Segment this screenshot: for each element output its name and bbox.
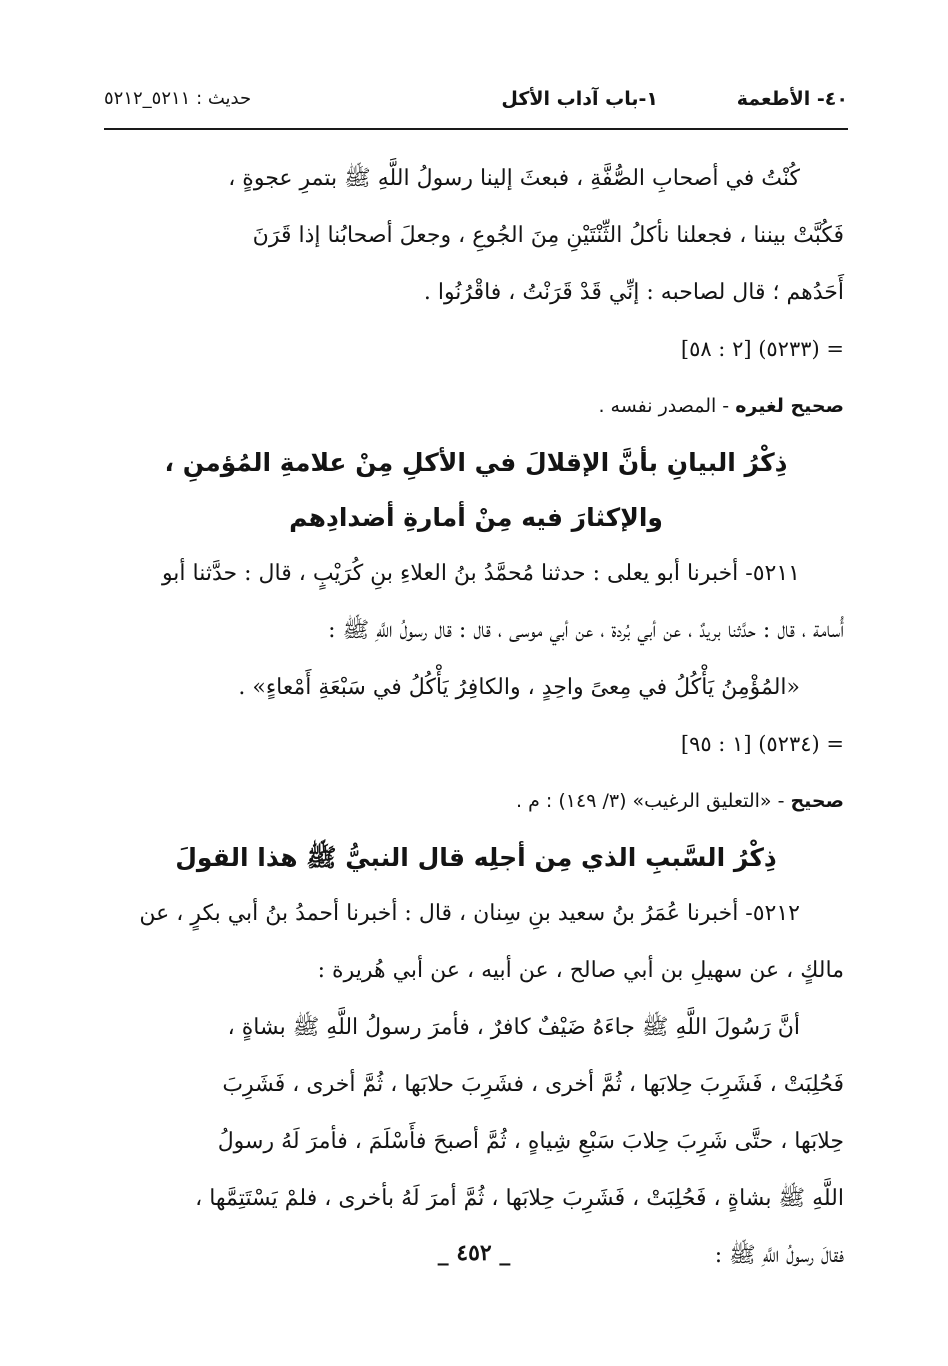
section-heading: ذِكْرُ البيانِ بأنَّ الإقلالَ في الأكلِ مِنْ علامةِ المُؤمنِ ، <box>164 448 788 477</box>
text-line: أنَّ رَسُولَ اللَّهِ ﷺ جاءَهُ ضَيْفٌ كافرٌ ، فأمرَ رسولُ اللَّهِ ﷺ بشاةٍ ، <box>227 1015 800 1040</box>
grade-source: - المصدر نفسه . <box>598 395 736 417</box>
text-line: فقالَ رسولُ اللَّهِ ﷺ : <box>714 1243 844 1268</box>
text-line: أُسامة ، قال : حدَّثنا بريدٌ ، عن أبي بُردة ، عن أبي موسى ، قال : قال رسولُ اللَّهِ ﷺ : <box>328 618 844 643</box>
text-line: ٥٢١٢- أخبرنا عُمَرُ بنُ سعيد بنِ سِنان ، قال : أخبرنا أحمدُ بنُ أبي بكرٍ ، عن <box>139 901 800 926</box>
page-number: _ ٤٥٢ _ <box>437 1240 511 1266</box>
reference-number: = (٥٢٣٤) [١ : ٩٥] <box>680 732 844 756</box>
text-line: كُنْتُ في أصحابِ الصُّفَّةِ ، فبعثَ إلينا رسولُ اللَّهِ ﷺ بتمرِ عجوةٍ ، <box>228 166 800 191</box>
page-body <box>108 150 844 1284</box>
running-header <box>104 88 848 122</box>
text-line: حِلابَها ، حتَّى شَرِبَ حِلابَ سَبْعِ شِياهٍ ، ثُمَّ أصبحَ فأَسْلَمَ ، فأمرَ لَهُ رسولُ <box>217 1129 844 1154</box>
section-heading: والإكثارَ فيه مِنْ أمارةِ أضدادِهم <box>289 503 663 532</box>
reference-number: = (٥٢٣٣) [٢ : ٥٨] <box>680 337 844 361</box>
chapter-title: ٤٠- الأطعمة <box>736 88 848 110</box>
hadith-range: حديث : ٥٢١١_٥٢١٢ <box>104 88 252 109</box>
section-title: ١-باب آداب الأكل <box>501 88 658 110</box>
text-line: ٥٢١١- أخبرنا أبو يعلى : حدثنا مُحمَّدُ بنُ العلاءِ بنِ كُرَيْبٍ ، قال : حدَّثنا أبو <box>161 561 800 586</box>
hadith-grade <box>108 773 844 830</box>
section-heading: ذِكْرُ السَّببِ الذي مِن أجلِه قال النبيُّ ﷺ هذا القولَ <box>175 843 777 872</box>
grade-source: - «التعليق الرغيب» (٣/ ١٤٩) : م . <box>516 790 791 812</box>
hadith-grade <box>108 378 844 435</box>
text-line: مالكٍ ، عن سهيلِ بن أبي صالح ، عن أبيه ، عن أبي هُريرة : <box>317 958 844 983</box>
text-line: فَكُبَّتْ بيننا ، فجعلنا نأكلُ الثِّنْتَيْنِ مِنَ الجُوعِ ، وجعلَ أصحابُنا إذا قَرَنَ <box>252 223 844 248</box>
header-divider <box>104 128 848 130</box>
text-line: أَحَدُهم ؛ قال لصاحبه : إنِّي قَدْ قَرَنْتُ ، فاقْرُنُوا . <box>423 280 844 305</box>
text-line: «المُؤْمِنُ يَأْكُلُ في مِعىً واحِدٍ ، والكافِرُ يَأْكُلُ في سَبْعَةِ أَمْعاءٍ» . <box>238 675 800 700</box>
text-line: فَحُلِبَتْ ، فَشَرِبَ حِلابَها ، ثُمَّ أخرى ، فشَرِبَ حلابَها ، ثُمَّ أخرى ، فَشَرِبَ <box>222 1072 844 1097</box>
grade-label: صحيح <box>790 790 844 812</box>
text-line: اللَّهِ ﷺ بشاةٍ ، فَحُلِبَتْ ، فَشَرِبَ حِلابَها ، ثُمَّ أمرَ لَهُ بأخرى ، فلمْ يَسْتَتِمَّها ، <box>195 1186 844 1211</box>
grade-label: صحيح لغيره <box>735 395 844 417</box>
